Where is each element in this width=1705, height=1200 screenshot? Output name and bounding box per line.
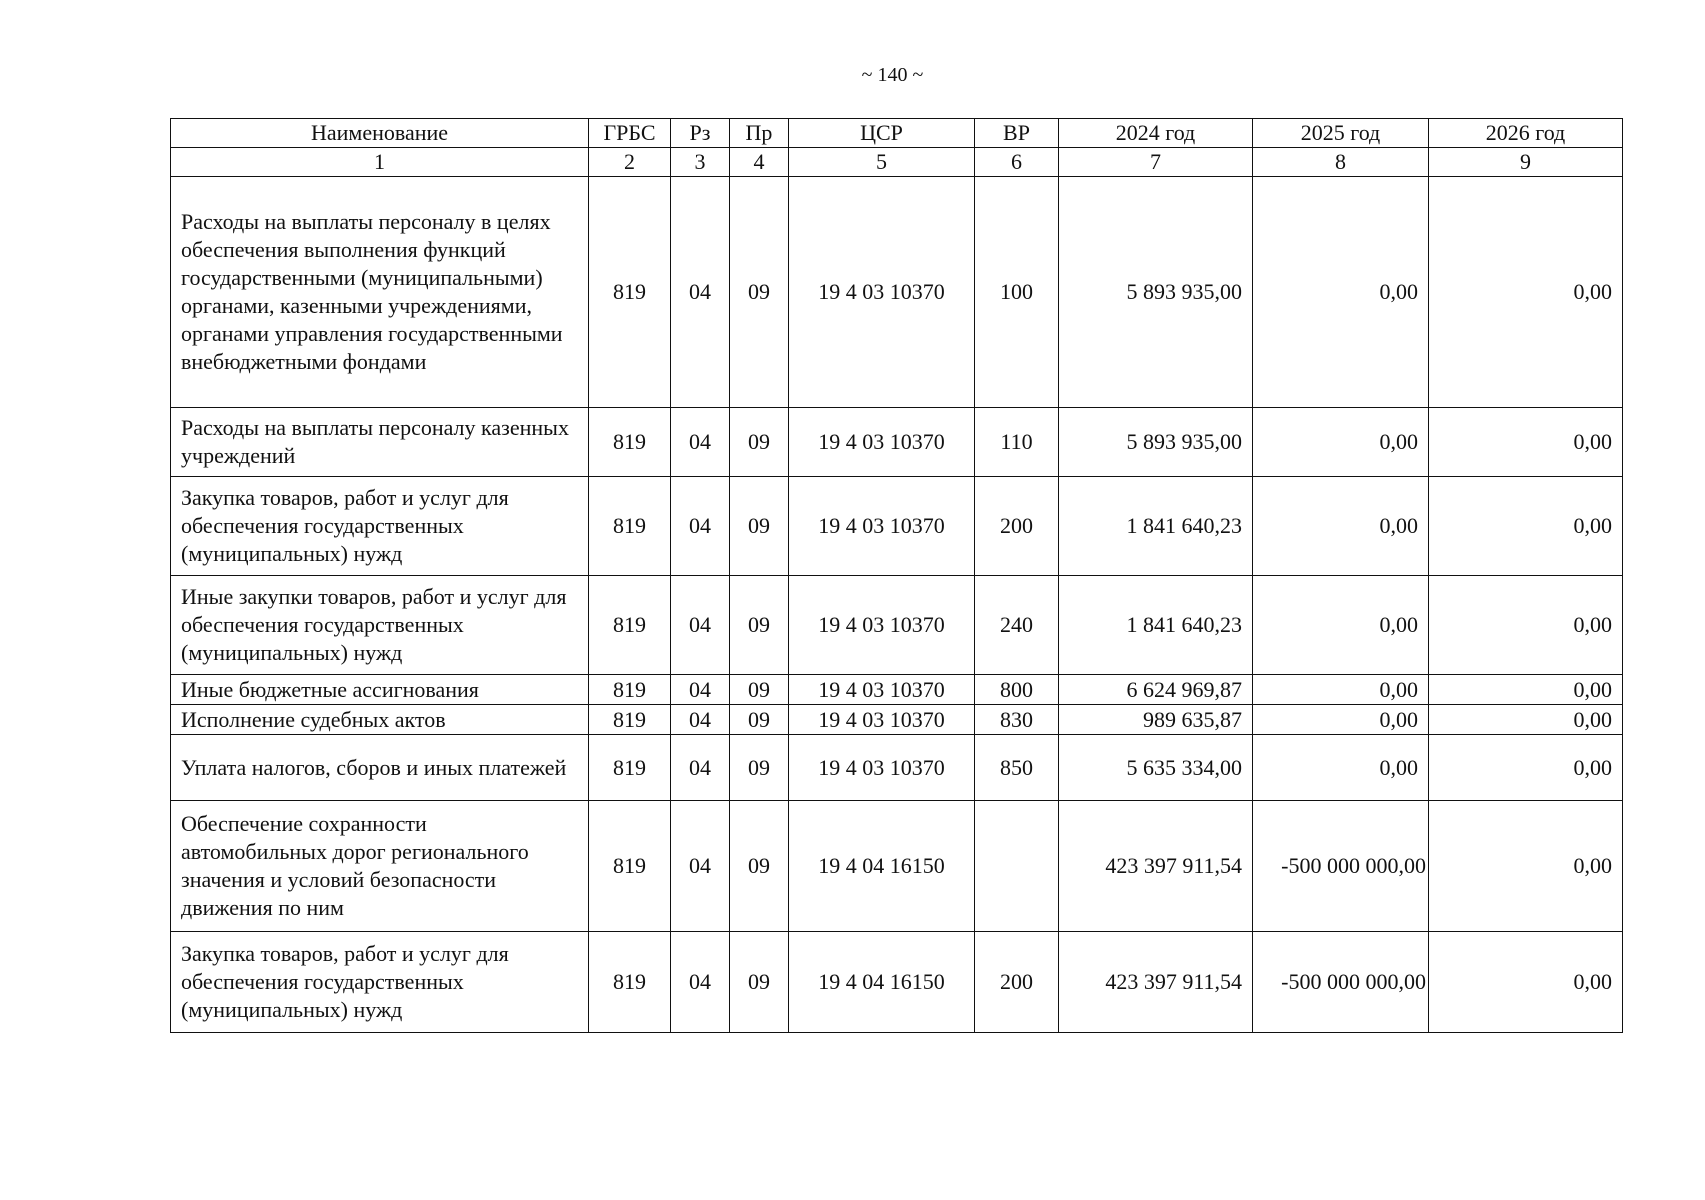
row-2026: 0,00 [1429, 735, 1623, 801]
row-2024: 5 635 334,00 [1059, 735, 1253, 801]
row-pr: 09 [730, 705, 789, 735]
row-2026: 0,00 [1429, 932, 1623, 1033]
column-number: 7 [1059, 148, 1253, 177]
row-name: Расходы на выплаты персоналу казенных учреждений [171, 408, 589, 477]
row-2026: 0,00 [1429, 576, 1623, 675]
column-number: 3 [671, 148, 730, 177]
table-row [171, 177, 1623, 408]
row-csr: 19 4 03 10370 [789, 705, 975, 735]
row-2025: -500 000 000,00 [1253, 932, 1429, 1033]
row-csr: 19 4 03 10370 [789, 408, 975, 477]
row-grbs: 819 [589, 801, 671, 932]
row-grbs: 819 [589, 477, 671, 576]
row-pr: 09 [730, 801, 789, 932]
row-2025: 0,00 [1253, 675, 1429, 705]
row-2024: 1 841 640,23 [1059, 576, 1253, 675]
header-csr: ЦСР [789, 119, 975, 148]
table-row [171, 705, 1623, 735]
row-2025: 0,00 [1253, 408, 1429, 477]
row-grbs: 819 [589, 408, 671, 477]
row-csr: 19 4 03 10370 [789, 576, 975, 675]
row-2024: 5 893 935,00 [1059, 408, 1253, 477]
header-name: Наименование [171, 119, 589, 148]
table-row [171, 477, 1623, 576]
row-rz: 04 [671, 477, 730, 576]
row-vr: 200 [975, 932, 1059, 1033]
row-name: Иные закупки товаров, работ и услуг для обеспечения государственных (муниципальных) нужд [171, 576, 589, 675]
row-rz: 04 [671, 675, 730, 705]
row-csr: 19 4 03 10370 [789, 177, 975, 408]
row-pr: 09 [730, 477, 789, 576]
row-pr: 09 [730, 735, 789, 801]
row-name: Обеспечение сохранности автомобильных дорог регионального значения и условий безопасности движения по ним [171, 801, 589, 932]
header-2026: 2026 год [1429, 119, 1623, 148]
row-vr: 830 [975, 705, 1059, 735]
row-vr: 100 [975, 177, 1059, 408]
column-number-row [171, 148, 1623, 177]
row-2026: 0,00 [1429, 675, 1623, 705]
table-row [171, 801, 1623, 932]
row-grbs: 819 [589, 177, 671, 408]
row-2024: 1 841 640,23 [1059, 477, 1253, 576]
row-vr: 240 [975, 576, 1059, 675]
column-number: 4 [730, 148, 789, 177]
row-grbs: 819 [589, 576, 671, 675]
row-pr: 09 [730, 576, 789, 675]
row-name: Уплата налогов, сборов и иных платежей [171, 735, 589, 801]
row-pr: 09 [730, 675, 789, 705]
table-row [171, 408, 1623, 477]
row-2025: 0,00 [1253, 177, 1429, 408]
row-grbs: 819 [589, 705, 671, 735]
row-pr: 09 [730, 177, 789, 408]
row-vr: 110 [975, 408, 1059, 477]
row-2024: 989 635,87 [1059, 705, 1253, 735]
header-2024: 2024 год [1059, 119, 1253, 148]
table-row [171, 735, 1623, 801]
row-rz: 04 [671, 576, 730, 675]
row-pr: 09 [730, 408, 789, 477]
row-name: Иные бюджетные ассигнования [171, 675, 589, 705]
row-2026: 0,00 [1429, 177, 1623, 408]
header-vr: ВР [975, 119, 1059, 148]
row-csr: 19 4 03 10370 [789, 675, 975, 705]
row-2024: 423 397 911,54 [1059, 932, 1253, 1033]
row-csr: 19 4 03 10370 [789, 477, 975, 576]
row-name: Исполнение судебных актов [171, 705, 589, 735]
column-number: 1 [171, 148, 589, 177]
row-rz: 04 [671, 932, 730, 1033]
table-row [171, 675, 1623, 705]
row-vr: 800 [975, 675, 1059, 705]
column-number: 6 [975, 148, 1059, 177]
header-rz: Рз [671, 119, 730, 148]
row-csr: 19 4 03 10370 [789, 735, 975, 801]
budget-table [170, 118, 1623, 1033]
column-number: 5 [789, 148, 975, 177]
row-2026: 0,00 [1429, 408, 1623, 477]
row-vr: 850 [975, 735, 1059, 801]
row-2025: 0,00 [1253, 477, 1429, 576]
row-2025: 0,00 [1253, 705, 1429, 735]
row-2026: 0,00 [1429, 801, 1623, 932]
row-vr [975, 801, 1059, 932]
row-rz: 04 [671, 801, 730, 932]
page-number: ~ 140 ~ [861, 64, 924, 86]
row-name: Закупка товаров, работ и услуг для обеспечения государственных (муниципальных) нужд [171, 932, 589, 1033]
header-2025: 2025 год [1253, 119, 1429, 148]
row-2025: -500 000 000,00 [1253, 801, 1429, 932]
column-number: 8 [1253, 148, 1429, 177]
table-row [171, 932, 1623, 1033]
row-2026: 0,00 [1429, 477, 1623, 576]
row-csr: 19 4 04 16150 [789, 801, 975, 932]
row-grbs: 819 [589, 675, 671, 705]
row-rz: 04 [671, 177, 730, 408]
header-pr: Пр [730, 119, 789, 148]
column-number: 2 [589, 148, 671, 177]
table-row [171, 576, 1623, 675]
row-2024: 423 397 911,54 [1059, 801, 1253, 932]
row-csr: 19 4 04 16150 [789, 932, 975, 1033]
column-number: 9 [1429, 148, 1623, 177]
row-grbs: 819 [589, 735, 671, 801]
row-rz: 04 [671, 408, 730, 477]
row-2026: 0,00 [1429, 705, 1623, 735]
row-2025: 0,00 [1253, 735, 1429, 801]
row-vr: 200 [975, 477, 1059, 576]
row-grbs: 819 [589, 932, 671, 1033]
row-2024: 6 624 969,87 [1059, 675, 1253, 705]
row-2024: 5 893 935,00 [1059, 177, 1253, 408]
row-rz: 04 [671, 735, 730, 801]
row-name: Расходы на выплаты персоналу в целях обеспечения выполнения функций государственными (муниципальными) органами, казенными учреждениями, органами управления государственными внебюджетными фондами [171, 177, 589, 408]
header-row [171, 119, 1623, 148]
row-name: Закупка товаров, работ и услуг для обеспечения государственных (муниципальных) нужд [171, 477, 589, 576]
row-rz: 04 [671, 705, 730, 735]
header-grbs: ГРБС [589, 119, 671, 148]
row-pr: 09 [730, 932, 789, 1033]
row-2025: 0,00 [1253, 576, 1429, 675]
